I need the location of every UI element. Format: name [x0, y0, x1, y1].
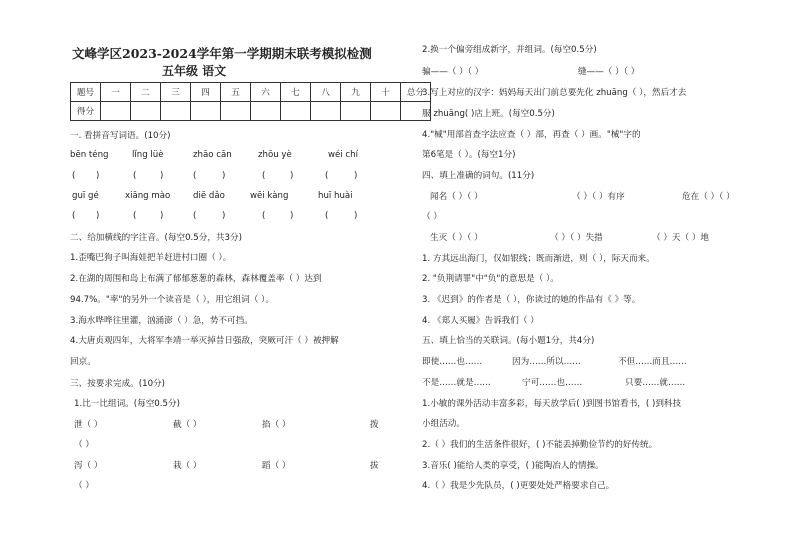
paren: ) — [96, 171, 100, 181]
score-cell: 十 — [371, 83, 401, 102]
question-3-4-cont: 第6笔是（ ）。(每空1分) — [422, 150, 516, 160]
score-blank[interactable] — [371, 102, 401, 121]
score-cell: 题号 — [71, 83, 101, 102]
compare-word: 泻（ ） — [74, 461, 103, 471]
idiom-item-cont: （ ） — [422, 212, 442, 222]
score-cell: 四 — [191, 83, 221, 102]
idiom-item: 危在（ ）（ ） — [682, 192, 735, 202]
question-5-2: 2.（ ）我们的生活条件很好，( )不能丢掉勤俭节约的好传统。 — [422, 440, 658, 450]
compare-word-cont: （ ） — [74, 481, 94, 491]
question-3-4: 4."械"用部首查字法应查（ ）部，再查（ ）画。"械"字的 — [422, 130, 641, 140]
question-2-2-cont: 94.7%。"率"的另外一个读音是（ ），用它组词（ ）。 — [70, 295, 274, 305]
question-3-3: 3.写上对应的汉字：妈妈每天出门前总要先化 zhuāng（ ），然后才去 — [422, 88, 687, 98]
radical-item: 缝——（ ）（ ） — [578, 67, 640, 77]
compare-word: 拔 — [370, 461, 379, 471]
paren: ) — [96, 211, 100, 221]
paren: ( — [72, 211, 76, 221]
paren: ( — [193, 171, 197, 181]
section-3-heading: 三、按要求完成。(10分) — [70, 379, 165, 389]
question-2-1: 1.歪嘴巴狗子叫海娃把羊赶进村口圈（ ）。 — [70, 253, 232, 263]
score-blank[interactable] — [281, 102, 311, 121]
score-cell: 九 — [341, 83, 371, 102]
paren: ( — [72, 171, 76, 181]
compare-word: 拨 — [370, 420, 379, 430]
pinyin: wéi chí — [328, 150, 358, 160]
conjunction-option: 即使……也…… — [422, 357, 483, 367]
question-4-4: 4. 《郑人买履》告诉我们（ ） — [422, 316, 539, 326]
conjunction-option: 宁可……也…… — [522, 378, 583, 388]
compare-word: 泄（ ） — [74, 420, 103, 430]
score-cell: 五 — [221, 83, 251, 102]
score-blank[interactable] — [101, 102, 131, 121]
section-5-heading: 五、填上恰当的关联词。(每小题1分，共4分) — [422, 336, 595, 346]
paren: ) — [222, 211, 226, 221]
paren: ( — [262, 171, 266, 181]
question-5-1: 1.小敏的课外活动丰富多彩，每天放学后( )到图书馆看书，( )到科技 — [422, 399, 682, 409]
section-1-heading: 一. 看拼音写词语。(10分) — [70, 131, 171, 141]
paren: ) — [290, 211, 294, 221]
pinyin: zhāo cān — [193, 150, 232, 160]
pinyin: lǐng lüè — [132, 150, 164, 160]
question-3-1: 1.比一比组词。(每空0.5分) — [74, 399, 180, 409]
paren: ) — [160, 171, 164, 181]
page-subtitle: 五年级 语文 — [162, 64, 227, 78]
paren: ) — [222, 171, 226, 181]
compare-word: 截（ ） — [173, 420, 202, 430]
score-table-score-row — [71, 102, 431, 121]
score-table — [70, 82, 431, 121]
score-table-header-row — [71, 83, 431, 102]
question-5-1-cont: 小组活动。 — [422, 419, 465, 429]
question-3-3-cont: 服 zhuāng( )店上班。(每空0.5分) — [422, 109, 555, 119]
question-2-4-cont: 回京。 — [70, 357, 96, 367]
score-cell: 二 — [131, 83, 161, 102]
idiom-item: （ ）天（ ）地 — [652, 233, 710, 243]
paren: ( — [133, 171, 137, 181]
pinyin: bēn téng — [70, 150, 109, 160]
idiom-item: （ ）（ ）失措 — [550, 233, 603, 243]
idiom-item: 生灭（ ）（ ） — [430, 233, 483, 243]
pinyin: zhōu yè — [258, 150, 292, 160]
radical-item: 骗——（ ）（ ） — [422, 67, 484, 77]
paren: ( — [133, 211, 137, 221]
conjunction-option: 因为……所以…… — [512, 357, 581, 367]
score-cell: 八 — [311, 83, 341, 102]
conjunction-option: 不是……就是…… — [422, 378, 491, 388]
paren: ) — [290, 171, 294, 181]
section-4-heading: 四、填上准确的词句。(11分) — [422, 171, 535, 181]
question-5-4: 4.（ ）我是少先队员，( )更要处处严格要求自己。 — [422, 481, 615, 491]
question-2-3: 3.海水哗哗往里灌，汹涌澎（ ）急，势不可挡。 — [70, 316, 253, 326]
paren: ) — [160, 211, 164, 221]
score-blank[interactable] — [341, 102, 371, 121]
score-blank[interactable] — [221, 102, 251, 121]
paren: ( — [262, 211, 266, 221]
pinyin: guī gé — [72, 191, 99, 201]
conjunction-option: 不但……而且…… — [618, 357, 687, 367]
paren: ( — [193, 211, 197, 221]
idiom-item: 闻名（ ）（ ） — [430, 192, 483, 202]
paren: ( — [325, 171, 329, 181]
score-label: 得分 — [71, 102, 101, 121]
compare-word: 栽（ ） — [173, 461, 202, 471]
score-blank[interactable] — [191, 102, 221, 121]
compare-word: 掐（ ） — [262, 420, 291, 430]
pinyin: xiāng mào — [125, 191, 171, 201]
paren: ) — [354, 171, 358, 181]
conjunction-option: 只要……就…… — [625, 378, 686, 388]
paren: ( — [325, 211, 329, 221]
score-blank[interactable] — [131, 102, 161, 121]
pinyin: huī huài — [318, 191, 353, 201]
score-cell: 总分 — [401, 83, 431, 102]
question-4-3: 3. 《迟到》的作者是（ ），你读过的她的作品有《 》等。 — [422, 295, 641, 305]
score-cell: 一 — [101, 83, 131, 102]
question-3-2: 2.换一个偏旁组成新字，并组词。(每空0.5分) — [422, 45, 597, 55]
idiom-item: （ ）（ ）有序 — [572, 192, 625, 202]
question-5-3: 3.音乐( )能给人类的享受，( )能陶冶人的情操。 — [422, 461, 604, 471]
question-2-4: 4.大唐贞观四年，大将军李靖一举灭掉昔日强敌，突厥可汗（ ）被押解 — [70, 336, 339, 346]
pinyin: wēi kàng — [250, 191, 289, 201]
compare-word-cont: （ ） — [74, 440, 94, 450]
pinyin: diē dǎo — [193, 191, 225, 201]
score-cell: 七 — [281, 83, 311, 102]
score-blank[interactable] — [251, 102, 281, 121]
question-4-1: 1. 方其远出海门，仅如银线；既而渐进，则（ ），际天而来。 — [422, 254, 655, 264]
compare-word: 蹈（ ） — [262, 461, 291, 471]
score-cell: 六 — [251, 83, 281, 102]
section-2-heading: 二、给加横线的字注音。(每空0.5分，共3分) — [70, 233, 242, 243]
page-title: 文峰学区2023-2024学年第一学期期末联考模拟检测 — [72, 46, 372, 61]
question-2-2: 2.在湖的周围和岛上布满了郁郁葱葱的森林，森林覆盖率（ ）达到 — [70, 274, 322, 284]
paren: ) — [354, 211, 358, 221]
score-blank[interactable] — [311, 102, 341, 121]
score-cell: 三 — [161, 83, 191, 102]
score-blank[interactable] — [161, 102, 191, 121]
question-4-2: 2. "负荆请罪"中"负"的意思是（ ）。 — [422, 274, 559, 284]
